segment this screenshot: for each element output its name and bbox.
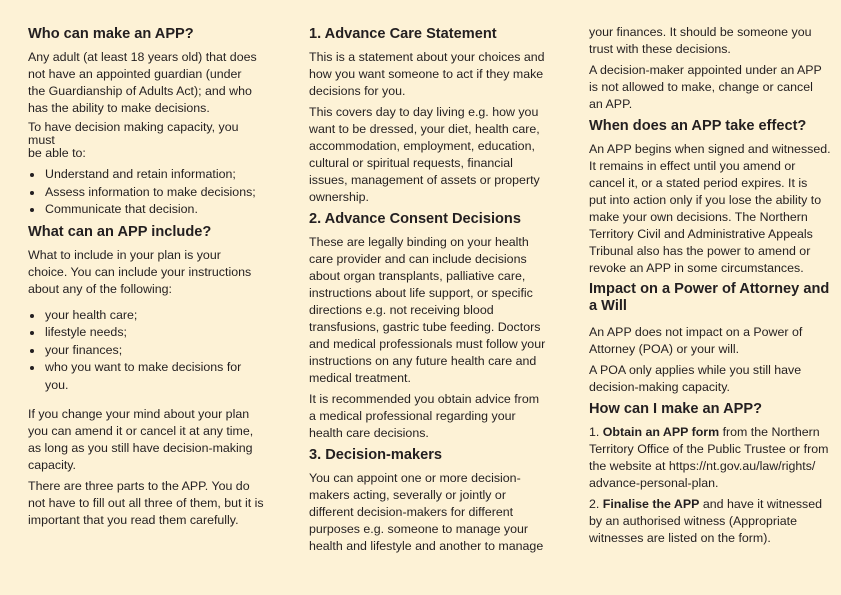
list-item: who you want to make decisions for you. <box>28 359 268 394</box>
list-item: Communicate that decision. <box>28 201 268 219</box>
decision-makers-continued: your finances. It should be someone you trust with these decisions. <box>589 25 812 56</box>
who-can-make-heading: Who can make an APP? <box>28 26 194 42</box>
column-3 <box>589 24 834 551</box>
column-1 <box>28 25 268 533</box>
take-effect-heading: When does an APP take effect? <box>589 118 807 134</box>
how-to-make-heading: How can I make an APP? <box>589 401 763 417</box>
website-url: the website at https://nt.gov.au/law/rights/ <box>589 459 816 473</box>
three-parts-paragraph: There are three parts to the APP. You do not have to fill out all three of them, but it is important that you read them carefully. <box>28 479 264 527</box>
include-paragraph: What to include in your plan is your choice. You can include your instructions about any of the following: <box>28 247 252 296</box>
decision-maker-restriction-paragraph: A decision-maker appointed under an APP is not allowed to make, change or cancel an APP. <box>589 63 822 111</box>
impact-heading: Impact on a Power of Attorney and a Will <box>589 281 830 314</box>
decision-makers-paragraph: You can appoint one or more decision- makers acting, severally or jointly or different decision-makers for different purposes e.g. someone to manage your health and lifestyle and another to manage <box>309 471 544 553</box>
acs-paragraph-1: This is a statement about your choices and how you want someone to act if they make decisions for you. <box>309 50 545 98</box>
advance-consent-decisions-heading: 2. Advance Consent Decisions <box>309 211 521 227</box>
list-item: Understand and retain information; <box>28 166 268 184</box>
who-can-make-paragraph: Any adult (at least 18 years old) that does not have an appointed guardian (under the Guardianship of Adults Act); and who has the ability to make decisions. <box>28 50 257 115</box>
list-item: lifestyle needs; <box>28 324 268 342</box>
step-2-paragraph: 2. Finalise the APP and have it witnessed by an authorised witness (Appropriate witnesses are listed on the form). <box>589 497 823 545</box>
capacity-intro-paragraph: To have decision making capacity, you must be able to: <box>28 120 239 160</box>
decision-makers-heading: 3. Decision-makers <box>309 447 443 463</box>
acd-paragraph-1: These are legally binding on your health care provider and can include decisions about organ transplants, palliative care, instructions about life support, or specific directions e.g. not receiving blood transfusions, gastric tube feeding. Doctors and medical professionals must follow your instructions on any future health care and medical treatment. <box>309 235 546 385</box>
step-1-emphasis: Obtain an APP form <box>602 425 720 439</box>
list-item: your finances; <box>28 342 268 360</box>
list-item: your health care; <box>28 307 268 325</box>
advance-care-statement-heading: 1. Advance Care Statement <box>309 26 497 42</box>
column-2 <box>309 25 549 559</box>
take-effect-paragraph: An APP begins when signed and witnessed. It remains in effect until you amend or cancel it, or a stated period expires. It is put into action only if you lose the ability to make your own decisions. The Northern Territory Civil and Administrative Appeals Tribunal also has the power to amend or revoke an APP in some circumstances. <box>589 142 831 275</box>
acs-paragraph-2: This covers day to day living e.g. how you want to be dressed, your diet, health care, accommodation, employment, education, cultural or spiritual requests, financial issues, management of assets or property ownership. <box>309 105 540 204</box>
step-1-paragraph: 1. Obtain an APP form from the Northern Territory Office of the Public Trustee or from the website at https://nt.gov.au/law/rights/ advance-personal-plan. <box>589 425 829 490</box>
acd-paragraph-2: It is recommended you obtain advice from a medical professional regarding your health care decisions. <box>309 392 540 440</box>
list-item: Assess information to make decisions; <box>28 184 268 202</box>
impact-paragraph-1: An APP does not impact on a Power of Attorney (POA) or your will. <box>589 325 803 356</box>
capacity-list <box>28 166 268 219</box>
impact-paragraph-2: A POA only applies while you still have decision-making capacity. <box>589 363 802 394</box>
change-mind-paragraph: If you change your mind about your plan you can amend it or cancel it at any time, as long as you still have decision-making capacity. <box>28 407 254 472</box>
step-2-emphasis: Finalise the APP <box>602 497 700 511</box>
what-can-include-heading: What can an APP include? <box>28 223 212 240</box>
include-list <box>28 307 268 395</box>
